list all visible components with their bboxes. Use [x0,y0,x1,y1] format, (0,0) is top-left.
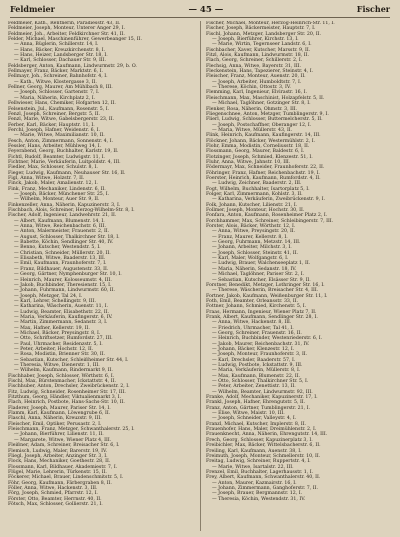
directory-entry: Finck, Jakob, Maler, Amalienstr. 12, I. [8,181,98,187]
directory-entry: Föckerer, Michael, Brauer, Lindenschmitstr. 5, I. [8,475,124,481]
directory-entry: Fliegl, Joseph, Arbeiter, Anzinger Str. 3, I. [8,453,108,459]
directory-entry: Fitzl, Alois, Kaufmann, Lindwurmstr. 18, II. [206,53,309,59]
directory-entry: — Joseph, Schlosser, Gartenstr. 7, I. [14,90,100,96]
directory-entry: Fessler, Hans, Arbeiter, Mühlweg 14, I. [8,143,102,149]
directory-entry: — Katharina, Verkäuferin, Zweibrückenstr. 9, I. [212,197,325,203]
directory-entry: — Heinrich, Buchbinder, Westenriederstr. 6, I. [212,336,323,342]
directory-entry: Follmer, Joseph, Monteur, Hochstr. 30, II. [206,208,305,214]
directory-entry: — Anton, Maurer, Kazmairstr. 16, I. [212,480,297,486]
directory-entry: — Kath., Witwe, Klostergasse 3, II. [14,79,97,85]
directory-entry: Feldmeier, Joseph, Monteur, Unterer Anger 29, I. [8,26,125,32]
directory-entry: — Martin, Zimmermann, Sedanstr. 3, I. [14,320,108,326]
directory-entry: Feldmeier, Joh., Arbeiter, Feldkirchner Str. 41, II. [8,31,125,37]
directory-entry: — Rosa, Modistin, Brienner Str. 30, II. [14,352,106,358]
directory-entry: — August, Schlosser, Thalkirchner Str. 18, I. [14,234,120,240]
directory-entry: — Therese, Köchin, Ottostr. 3, IV. [212,85,291,91]
directory-entry: — Marie, Wirtin, Tegernseer Landstr. 6, I. [212,42,312,48]
directory-entry: — Joseph, Schlosser, Steinstr. 41, II. [212,250,299,256]
directory-entry: Fiedler, Max, Schlosser, Schulstr. 8, I. [8,165,98,171]
directory-entry: — Anna, Witwe, Reichenbachstr. 6, III. [14,224,106,230]
directory-entry: — Michael, Taglöhner, Pariser Str. 2, I. [212,272,305,278]
directory-entry: — Johann, Bäcker, Klenzestr. 12, I. [212,346,295,352]
directory-entry: Flach, Georg, Schreiner, Schillerstr. 2, I. [206,58,303,64]
directory-entry: — Sebastian, Kutscher, Schleißheimer Str. 44, I. [14,357,129,363]
directory-entry: — Joseph, Monteur, Fraunhoferstr. 3, II. [212,352,308,358]
directory-entry: Franke, Adolf, Mechaniker, Kapuzinerstr. 17, I. [206,395,318,401]
directory-entry: — Karl, Maler, Wolfgangstr. 6, I. [212,256,289,262]
directory-entry: — Jakob, Maurer, Reichenbachstr. 31, IV. [212,341,310,347]
page-number: — 45 — [188,5,224,15]
directory-entry: Fleischer, Emil, Optiker, Perusastr. 2, I. [8,421,102,427]
directory-entry: Felsenstein, Jul., Kaufmann, Rosenstr. 5, I. [8,106,110,112]
directory-entry: — Ludwig, Beamter, Elisabethstr. 22, II. [14,309,110,315]
directory-entry: — Karl, Schlosser, Dachauer Str. 9, III. [14,58,106,64]
directory-entry: Forchhammer, Max, Schreiner, Schleibingerstr. 7, III. [206,218,334,224]
directory-entry: — Sebastian, Kutscher, Elsässer Str. 9, II. [212,277,311,283]
directory-entry: Flach, Heinrich, Postbote, Hans-Sachs-Str. 10, II. [8,400,125,406]
directory-entry: — Heinrich, Maurer, Kolosseumstr. 4, III. [14,277,112,283]
directory-entry: Föhr, Georg, Kaufmann, Färbergraben 8, II. [8,480,112,486]
directory-entry: Fluhr, Anna, Witwe, Jahnstr. 10, III. [206,159,291,165]
directory-entry: — Maria, Verkäuferin, Kaufingerstr. 6, IV. [14,314,113,320]
directory-entry: Flemming, Karl, Ingenieur, Elvirastr. 16, I. [206,90,307,96]
directory-entry: Fischl, Max, Bürstenmacher, Ickstattstr. 4, II. [8,379,116,385]
directory-entry: — Paul, Uhrmacher, Residenzstr. 5, I. [14,341,103,347]
directory-entry: Freimuth, Joseph, Monteur, Schmellerstr. 10, II. [206,453,321,459]
directory-entry: — Karl, Drechsler, Baaderstr. 57, I. [212,357,296,363]
directory-entry: — Michael, Taglöhner, Gotzinger Str. 8, I. [212,101,311,107]
directory-entry: — Johann, Arbeiter, Milchstr. 3, I. [212,245,292,251]
directory-entry: — Otto, Schlosser, Thalkirchner Str. 5, I. [212,379,309,385]
directory-entry: Folger, Karl, Zimmermann, Kohlstr. 3, II. [206,192,303,197]
directory-entry: — Wilhelm, Beamter, Lindwurmstr. 92, III. [212,389,313,395]
header-left-name: Feldmeier [10,4,55,14]
directory-entry: Franz, Anton, Gärtner, Tumblingerstr. 21, I. [206,405,310,411]
directory-entry: — Joseph, Postschaffner, Oberanger 12, I. [212,122,312,128]
directory-entry: — Joseph, Brauer, Bergmannstr. 12, I. [212,491,303,497]
directory-entry: Fischbach, Alois, Schreiner, Herzog-Wilhelm-Str. 8, I. [8,208,135,214]
directory-entry: Flock, Hans, Mechaniker, Goethestr. 28, II. [8,459,111,465]
directory-entry: Fliegenschnee, Anton, Metzger, Tumblingerstr. 9, I. [206,111,329,117]
directory-entry: Fellmayr, Joh., Schreiner, Bahnhofstr. 4, I. [8,74,108,80]
columns [8,21,392,531]
directory-entry: Fischer, Michael, Monteur, Herzog-Heinrich-Str. 11, I. [206,21,335,26]
directory-entry: Fischbacher, Xaver, Kutscher, Marsstr. 9, II. [206,47,311,53]
directory-entry: Flöckner, Johann, Bäcker, Westermühlstr. 2, I. [206,138,316,144]
directory-entry: Frey, Albert, Kaufmann, Schwanthalerstr. 40, II. [206,475,321,481]
directory-entry: — Wilhelm, Monteur, Auer Str. 9, II. [14,197,100,203]
directory-entry: Frauenknecht, Anna, Näherin, Ehrengutstr. 14, III. [206,432,328,438]
directory-entry: — Emil, Kaufmann, Fraunhoferstr. 7, I. [14,261,107,267]
directory-entry: Flink, Heinrich, Kaufmann, Kaufingerstr. 14, III. [206,133,321,139]
directory-entry: Foerster, Heinrich, Kaufmann, Rumfordstr. 4, II. [206,175,321,181]
directory-entry: Föhringer, Franz, Hafner, Reichenbachstr. 19, I. [206,170,320,176]
directory-entry: Fichtner, Marie, Verkäuferin, Luitpoldstr. 4, III. [8,159,121,165]
directory-entry: Fötsch, Max, Schlosser, Gollierstr. 21, I. [8,501,103,507]
directory-entry: — Georg, Fuhrmann, Metzstr. 14, III. [212,240,301,246]
directory-entry: Fitzthum, Georg, Händler, Viktualienmarkt 3, I. [8,395,122,401]
directory-entry: — Otto, Schriftsetzer, Rumfordstr. 27, III. [14,336,113,342]
directory-entry: Fleischmann, Max, Maschinist, Holzapfelstr. 5, II. [206,95,325,101]
directory-entry: Felder, Michael, Maschinenführer, Gewerbeanger 15, II. [8,37,142,43]
directory-entry: — Theresia, Witwe, Dienerstr. 1, III. [14,363,100,368]
directory-entry: Fischer, Joseph, Bäckermeister, Hauptstr. 7, I. [206,26,316,32]
directory-entry: — Marie, Witwe, Maximilianstr. 10, II. [14,133,105,139]
directory-entry: Förg, Joseph, Schmied, Pfarrstr. 12, I. [8,491,98,497]
directory-entry: — Johann, Zimmermann, Ganghoferstr. 7, II. [212,485,318,491]
directory-entry: Fladerer, Joseph, Maurer, Pariser Str. 14, I. [8,405,111,411]
directory-entry: Flechsig, Anna, Witwe, Bayerstr. 31, III. [206,63,302,69]
directory-entry: — Johann, Fuhrmann, Lindwurmstr. 60, II. [14,288,115,294]
directory-entry: Forstner, Benedikt, Metzger, Lothringer Str. 16, I. [206,282,325,288]
directory-entry: — Elise, Witwe, Maistr. 10, III. [212,411,285,417]
directory-entry: — Peter, Arbeiter, Zenettistr. 13, II. [212,384,296,390]
directory-entry: — Christian, Schneider, Müllerstr. 20, II. [14,250,111,256]
directory-entry: — Anna, Witwe, Hackenstr. 8, III. [212,320,292,326]
directory-entry: Fitz, Ludwig, Schneider, Rosenheimer Str. 17, III. [8,389,126,395]
directory-entry: Födermayr, Max, Schneider, Fraunhoferstr. 22, II. [206,165,325,171]
directory-entry: — Joseph, Schneider, Valleystr. 4, I. [212,416,297,422]
directory-entry: — Joseph, Arbeiter, Humboldtstr. 7, I. [212,79,302,85]
directory-entry: Freitag, Ludwig, Schreiner, Ruppertstr. 4, I. [206,459,311,465]
directory-entry: Fraas, Hermann, Ingenieur, Wiener Platz 7, II. [206,309,317,315]
directory-entry: Frank, Albert, Kaufmann, Sendlinger Str. 28, I. [206,314,318,320]
page-header [10,4,390,18]
directory-entry: Flaschl, Anna, Näherin, Kreuzstr. 9, III. [8,416,102,422]
directory-entry: — Anna, Büglerin, Schillerstr. 14, I. [14,42,99,48]
directory-entry: Fleckenstein, Hans, Tapezierer, Steinstr. 4, I. [206,69,314,75]
directory-entry: Fleischmann, Franz, Metzger, Schwanthalerstr. 25, I. [8,427,135,433]
directory-entry: Fleischer, Franz, Monteur, Auenstr. 20, II. [206,74,306,80]
directory-entry: — Friedrich, Uhrmacher, Tal 41, I. [212,325,294,331]
directory-entry: Ferber, Karl, Bäcker, Hauptstr. 11, I. [8,122,95,128]
directory-entry: Flemisch, Ludwig, Maler, Barerstr. 19, IV. [8,448,108,454]
directory-entry: Fonfara, Anton, Kaufmann, Rosenheimer Platz 2, I. [206,213,328,219]
directory-entry: Fellner, Georg, Maurer, Am Mühlbach 8, III. [8,85,113,91]
directory-entry: Frenzel, Emil, Buchhalter, Lagerhausstr. 1, I. [206,469,314,475]
directory-entry: — Joseph, Bäcker, Münchener Str. 25, I. [14,192,110,197]
directory-entry: Figl, Anna, Witwe, Holzstr. 7, II. [8,175,85,181]
directory-entry: — Wilhelm, Kaufmann, Rindermarkt 9, II. [14,368,113,374]
directory-entry: — Franz, Bildhauer, Augustenstr. 33, II. [14,266,109,272]
directory-entry: Fenzl, Joseph, Schreiner, Bergstr. 5, II. [8,111,101,117]
directory-entry: — Elisabeth, Witwe, Baaderstr. 13, III. [14,256,106,262]
directory-entry: Frech, Georg, Schlosser, Kapuzinerplatz 3, I. [206,437,313,443]
directory-entry: Flenker, Rosa, Näherin, Ohmstr. 3, III. [206,106,298,112]
directory-entry: — Anna, Witwe, Preysingstr. 20, II. [212,229,296,235]
directory-entry: — Karl, Lehrer, Schellingstr. 9, III. [14,298,96,304]
directory-entry: Finkenzeller, Anna, Näherin, Kapuzinerstr. 3, I. [8,202,121,208]
directory-entry: Fenzl, Marie, Witwe, Gabelsbergerstr. 23, II. [8,117,115,123]
directory-entry: Flossmann, Karl, Bildhauer, Akademiestr. 7, I. [8,464,118,470]
directory-entry: Fellmayer, Franz, Bäcker, Marktstr. 6, I. [8,69,103,75]
directory-entry: — Max, Kaufmann, Blumenstr. 22, II. [212,373,301,379]
directory-entry: — Benno, Kutscher, Westendstr. 5, I. [14,245,101,251]
directory-entry: Fischer, Adolf, Ingenieur, Landwehrstr. 21, II. [8,213,117,219]
directory-entry: Freiling, Karl, Kaufmann, Auenstr. 38, I. [206,448,302,454]
directory-entry: — Anton, Malermeister, Frauenstr. 2, II. [14,229,110,235]
directory-entry: Fieger, Ludwig, Kaufmann, Neuhauser Str. 16, II. [8,170,126,176]
directory-entry: Föller, Anna, Witwe, Hackenstr. 3, III. [8,485,98,491]
directory-entry: — Michael, Bäcker, Preysingstr. 8, I. [14,330,101,336]
directory-entry: — Georg, Gärtner, Nymphenburger Str. 10, I. [14,272,122,278]
directory-entry: — Ludwig, Zeichner, Baaderstr. 2, III. [212,181,302,187]
directory-entry: Fleißner, Adam, Schreiner, Breisacher Str. 6, I. [8,443,120,449]
directory-entry: Fogt, Wilhelm, Buchhalter, Isartorplatz 5, I. [206,186,310,192]
directory-entry: Ferchl, Joseph, Hafner, Weidenstr. 6, I. [8,127,100,133]
directory-entry: — Katharina, Wäscherin, Auenstr. 11, I. [14,304,108,310]
header-right-name: Fischer [356,4,390,14]
directory-entry: — Maria, Witwe, Müllerstr. 43, II. [212,127,293,133]
right-column [200,21,392,531]
directory-entry: Flierl, Ludwig, Schlosser, Buttermelcherstr. 5, II. [206,117,323,123]
directory-entry: — Albert, Kaufmann, Blumenstr. 14, I. [14,218,105,224]
directory-entry: Franzl, Michael, Kutscher, Implerstr. 8, II. [206,421,307,427]
directory-entry: — Theresia, Köchin, Westendstr. 31, IV. [212,496,306,502]
directory-entry: — Jakob, Buchbinder, Theresienstr. 15, I. [14,282,112,288]
directory-entry: Frauenhofer, Hans, Maler, Dreimühlenstr. 2, I. [206,427,317,433]
directory-entry: Foth, Emil, Beamter, Orleansstr. 33, II. [206,298,299,304]
directory-entry: — Peter, Arbeiter, Hochstr. 12, II. [14,346,94,352]
directory-entry: Flamm, Karl, Kaufmann, Löwengrube 6, II. [8,411,111,417]
directory-entry: — Therese, Wäscherin, Breisacher Str. 4, III. [212,288,319,294]
left-column [8,21,200,531]
directory-entry: — Marie, Witwe, Isartalstr. 22, III. [212,464,294,470]
directory-entry: — Joseph, Metzger, Tal 24, I. [14,293,83,299]
directory-entry: Fischhaber, Joseph, Schlosser, Wörthstr. 6, I. [8,373,115,379]
directory-entry: — Ludwig, Brauer, Walchenseeplatz 1, II. [212,261,311,267]
directory-entry: Freibichler, Max, Bäcker, Wittelsbacherstr. 6, II. [206,443,321,449]
directory-entry: — Ludwig, Postbote, Ickstattstr. 9, III. [212,363,303,368]
directory-entry: Frankl, Joseph, Hafner, Ehrengutstr. 5, II. [206,400,306,406]
directory-entry: Fink, Franz, Mechaniker, Lindenstr. 6, II. [8,186,106,192]
directory-entry: — Hans, Heizer, Landsberger Str. 18, I. [14,53,108,59]
directory-entry: Flügel, Marie, Lehrerin, Türkenstr. 15, II. [8,469,107,475]
directory-entry: Fellwieser, Hans, Chemiker, Hofgarten 12, II. [8,101,116,107]
directory-entry: — Babette, Köchin, Sendlinger Str. 40, IV. [14,240,114,246]
directory-entry: — Johann, Bierführer, Lilienstr. 11, II. [14,432,104,438]
directory-entry: Fischhuber, Anton, Drechsler, Zweibrückenstr. 2, I. [8,384,130,390]
directory-entry: — Max, Hafner, Kellerstr. 19, II. [14,325,90,331]
directory-entry: Flossmann, Georg, Maurer, Baldestr. 6, I. [206,149,305,155]
directory-entry: — Margarete, Witwe, Wiener Platz 4, III. [14,437,112,443]
column-divider [200,21,201,531]
directory-entry: — Maria, Näherin, Kirchplatz 2, I. [14,95,96,101]
directory-entry: — Franz, Maurer, Kellerstr. 8, I. [212,234,288,240]
directory-entry: Feyerabend, Georg, Buchhalter, Karlstr. 19, II. [8,149,119,155]
directory-entry: — Joseph, Bierführer, Kirchstr. 13, I. [212,37,299,43]
directory-entry: Fesch, Anton, Zimmermann, Sonnenstr. 4, I. [8,138,113,144]
directory-entry: Fottner, Johann, Schmied, Kirchenstr. 5, I. [206,304,307,310]
directory-entry: Flotzinger, Joseph, Schmied, Klenzestr. 51, I. [206,154,313,160]
directory-entry: Fichtl, Rudolf, Beamter, Ludwigstr. 11, I. [8,154,105,160]
directory-entry: — Georg, Schreiner, Frauenstr. 16, II. [212,330,302,336]
directory-entry: — Maria, Verkäuferin, Müllerstr. 8, I. [212,368,301,374]
directory-entry: — Maria, Näherin, Sedanstr. 18, IV. [212,266,297,272]
directory-entry: — Hans, Bäcker, Kreuzkirchenstr. 8, I. [14,47,105,53]
directory-entry: Flohr, Emma, Modistin, Corneliusstr. 18, II. [206,143,310,149]
directory-entry: Folk, Johann, Kutscher, Lilienstr. 21, I. [206,202,298,208]
directory-entry: Feldsberger, Anton, Kaufmann, Lindwurmstr. 29, b. O. [8,63,137,69]
directory-entry: Feldmeier, Kath., Rentnerin, Paradiesstr. 43, II. [8,21,121,26]
directory-entry: Förster, Otto, Beamter, Herrnstr. 40, II. [8,496,102,502]
directory-entry: Forster, Alois, Bäcker, Wörthstr. 12, I. [206,224,296,230]
directory-entry: Fortner, Jakob, Kaufmann, Weißenburger Str. 11, I. [206,293,328,299]
directory-entry: Fischl, Johann, Metzger, Landsberger Str. 20, II. [206,31,322,37]
